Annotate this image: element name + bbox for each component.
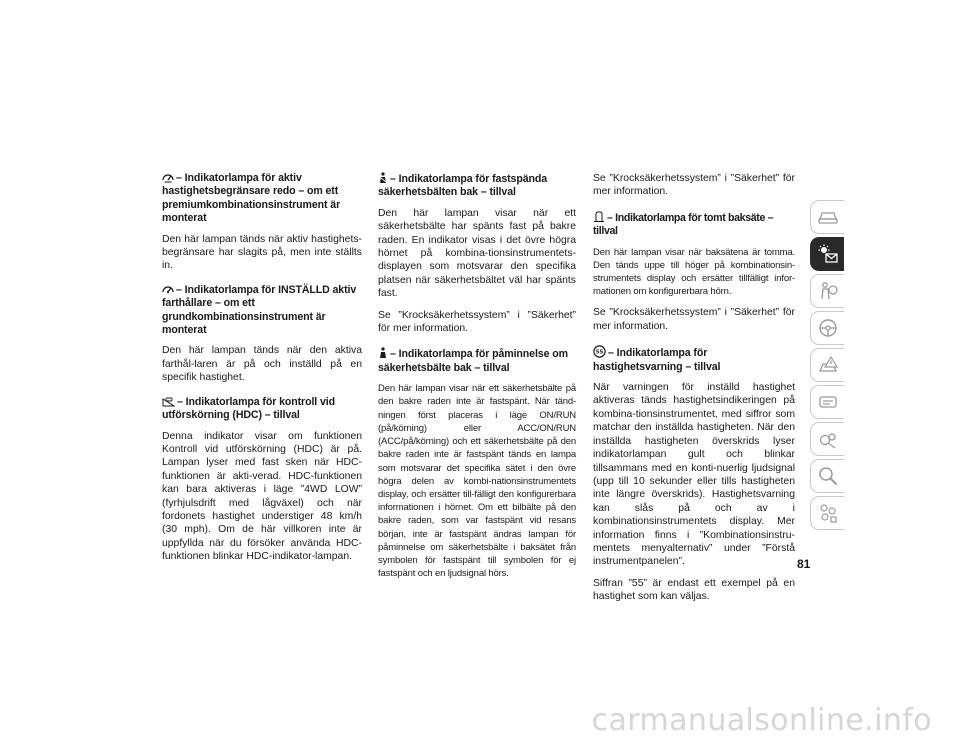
section-note-speed-example: Siffran ”55” är endast ett exempel på en hastighet som kan väljas. — [593, 577, 795, 603]
section-heading-rear-belts-buckled: – Indikatorlampa för fastspända säkerhetsbälten bak – tillval — [378, 173, 548, 199]
tab-safety[interactable] — [810, 274, 844, 308]
empty-seat-icon — [593, 211, 605, 223]
seatbelt-buckled-icon — [378, 172, 388, 184]
section-body-cruise-set: Den här lampan tänds när den aktiva farthål-laren är på och inställd på en specifik hastighet. — [162, 345, 362, 384]
reference-safety-2: Se ”Krocksäkerhetssystem” i ”Säkerhet” för mer information. — [593, 173, 795, 198]
speed-warning-icon — [593, 345, 606, 358]
reference-safety-1: Se ”Krocksäkerhetssystem” i ”Säkerhet” för mer information. — [378, 309, 576, 335]
hill-descent-icon — [162, 396, 175, 407]
section-heading-cruise-set: – Indikatorlampa för INSTÄLLD aktiv farthållare – om ett grundkombinationsinstrument är monterat — [162, 283, 357, 337]
section-body-hdc: Denna indikator visar om funktionen Kontroll vid utförskörning (HDC) är på. Lampan lyser med fast sken när HDC-funktionen är akti-verad. HDC-funktionen kan bara aktiveras i läge ”4WD LOW” (fyrhjulsdrift med lågväxel) och när fordonets hastighet understiger 48 km/h (30 mph). Om de här villkoren inte är uppfyllda när du försöker använda HDC-funktionen blinkar HDC-indikator-lampan. — [162, 430, 362, 563]
car-front-icon — [817, 208, 839, 226]
steering-wheel-icon — [817, 317, 839, 339]
section-heading-speed-warning: 55 – Indikatorlampa för hastighetsvarning – tillval — [593, 347, 721, 373]
dashboard-light-icon — [817, 244, 839, 264]
tab-service[interactable] — [810, 385, 844, 419]
tab-emergency[interactable] — [810, 348, 844, 382]
section-body-empty-rear-seat: Den här lampan visar när baksätena är tomma. Den tänds uppe till höger på kombinationsin-strumentets display och ersätter tillfälligt infor-mationen om konfigurerbara hörn. — [593, 246, 795, 298]
section-heading-rear-belt-reminder: – Indikatorlampa för påminnelse om säkerhetsbälte bak – tillval — [378, 348, 568, 374]
tab-car-front[interactable] — [810, 200, 844, 234]
reference-safety-3: Se ”Krocksäkerhetssystem” i ”Säkerhet” för mer information. — [593, 307, 795, 332]
tools-icon — [817, 428, 839, 450]
tab-dashboard-lights[interactable] — [810, 237, 844, 271]
section-heading-empty-rear-seat: – Indikatorlampa för tomt baksäte – tillval — [593, 211, 774, 238]
footer-watermark: carmanualsonline.info — [591, 703, 932, 738]
seatbelt-reminder-icon — [378, 347, 388, 359]
section-body-speed-warning: När varningen för inställd hastighet aktiveras tänds hastighetsindikeringen på kombina-tionsinstrumentet, med siffror som matchar den inställda hastigheten. När den inställda hastigheten överskrids lyser indikatorlampan gult och blinkar tillsammans med en konti-nuerlig ljudsignal (upp till 10 sekunder eller tills hastigheten inte längre överskrids). Hastighetsvarning kan slås på och av i kombinationsinstrumentets display. Mer information finns i ”Kombinationsinstru-mentets menyalternativ” under ”Förstå instrumentpanelen”. — [593, 382, 795, 568]
section-body-rear-belts-buckled: Den här lampan visar när ett säkerhetsbälte har spänts fast på bakre raden. En indikator visas i det övre högra hörnet på kombina-tionsinstrumentetsdisplayen som motsvarar den specifika platsen när säkerhetsbältet väl har spänts fast. — [378, 207, 576, 300]
tab-driving[interactable] — [810, 311, 844, 345]
magnifier-icon — [817, 465, 839, 487]
tab-index[interactable] — [810, 496, 844, 530]
cruise-control-icon — [162, 284, 174, 295]
svg-text:55: 55 — [595, 349, 604, 356]
airbag-icon — [817, 281, 839, 301]
section-body-rear-belt-reminder: Den här lampan visar när ett säkerhetsbälte på den bakre raden inte är fastspänt. När tänd-ningen först placeras i läge ON/RUN (på/körning) eller ACC/ON/RUN (ACC/på/körning) och ett säkerhetsbälte på den bakre raden inte är fastspänt tänds en lampa som motsvarar det specifika sätet i den övre högra delen av kombi-nationsinstrumentets display, och ersätter till-fälligt den konfigurerbara informationen i hörnet. Om ett bilbälte på den bakre raden, som var fastspänt vid resans början, inte är fastspänt ändras lampan för påminnelse om säkerhetsbälte i baksätet från symbolen för fastspänt till symbolen för ej fastspänt och en ljudsignal hörs. — [378, 383, 576, 580]
section-body-speed-limiter-ready: Den här lampan tänds när aktiv hastighets-begränsare har slagits på, men inte ställts in. — [162, 233, 362, 272]
tab-specifications[interactable] — [810, 459, 844, 493]
column-left — [162, 172, 362, 572]
speed-limiter-icon — [162, 172, 174, 183]
page-number: 81 — [797, 557, 811, 571]
index-icon — [817, 502, 839, 524]
warning-car-icon — [817, 355, 839, 375]
section-heading-speed-limiter-ready: – Indikatorlampa för aktiv hastighetsbegränsare redo – om ett premiumkombinationsinstrument är monterat — [162, 172, 341, 225]
column-right — [593, 172, 795, 612]
column-middle — [378, 172, 576, 588]
service-car-icon — [817, 392, 839, 412]
chapter-tabs — [810, 200, 844, 533]
section-heading-hdc: – Indikatorlampa för kontroll vid utförskörning (HDC) – tillval — [162, 395, 335, 422]
tab-maintenance[interactable] — [810, 422, 844, 456]
